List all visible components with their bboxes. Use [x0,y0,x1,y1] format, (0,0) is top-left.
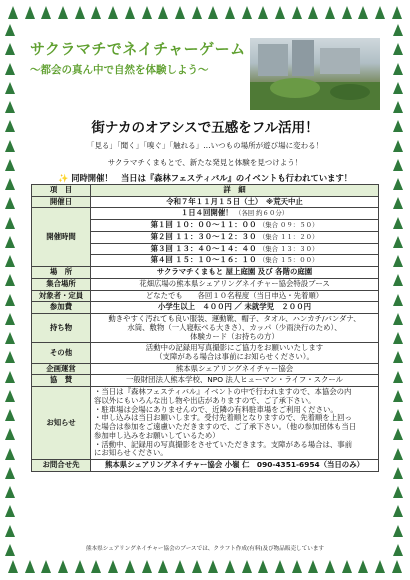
table-row-meeting [32,278,379,290]
other-line-1: 活動中の記録用写真撮影にご協力をお願いいたします [145,343,324,353]
tree-icon [125,560,135,573]
tree-icon [5,351,15,363]
description-line-1: 「見る」「聞く」「嗅ぐ」「触れる」…いつもの場所が遊び場に変わる！ [86,141,324,150]
tree-icon [5,544,15,556]
table-row-fee [32,302,379,314]
tree-icon [5,390,15,402]
page-title: サクラマチでネイチャーゲーム [30,40,246,58]
tree-icon [25,560,35,573]
times-summary-note: （各回 約６０分） [234,209,289,218]
tree-icon [393,390,403,402]
tree-icon [5,486,15,498]
tree-icon [91,6,101,19]
tree-icon [41,6,51,19]
tree-icon [5,101,15,113]
session-2: 第２回 １１：３０～１２：３０ （集合 １１：２０） [91,232,378,244]
items-line-2: 水筒、敷物（一人寝転べる大きさ）、カッパ（少雨決行のため）、 [127,322,342,332]
tree-icon [5,505,15,517]
tree-icon [393,63,403,75]
tree-icon [5,428,15,440]
tree-icon [158,6,168,19]
target-value: どなたでも 各回１０名程度（当日申込・先着順） [91,290,379,302]
tree-icon [393,101,403,113]
tree-icon [91,560,101,573]
tree-icon [393,24,403,36]
organizer-label: 企画運営 [32,363,91,375]
tree-icon [308,6,318,19]
tree-icon [158,560,168,573]
tree-icon [393,486,403,498]
session-4: 第４回 １５：１０～１６：１０ （集合 １５：００） [150,255,319,265]
notice-line-8: にお知らせください。 [94,448,168,458]
tree-icon [58,560,68,573]
table-row-items [32,314,379,343]
contact-value: 熊本県シェアリングネイチャー協会 小嶺 仁 090-4351-6954（当日のみ） [91,460,379,472]
target-label: 対象者・定員 [32,290,91,302]
tree-icon [393,217,403,229]
tree-icon [375,560,385,573]
tree-icon [192,560,202,573]
tree-icon [392,6,402,19]
tree-icon [393,313,403,325]
other-line-2: （支障がある場合は事前にお知らせください）。 [155,352,314,362]
tree-icon [358,6,368,19]
table-row-other [32,343,379,363]
tree-icon [8,560,18,573]
tree-icon [8,6,18,19]
venue-value: サクラマチくまもと 屋上庭園 及び 各階の庭園 [91,267,379,279]
notice-label: お知らせ [32,387,91,460]
contact-label: お問合せ先 [32,460,91,472]
tree-icon [25,6,35,19]
items-line-3: 体験カード（お持ちの方） [190,331,279,341]
notice-line-5: た場合は参加をご遠慮いただきますので、ご了承下さい。（他の参加団体も当日 [94,422,357,432]
tree-icon [5,448,15,460]
tree-icon [393,255,403,267]
tree-icon [393,428,403,440]
event-details-table [31,184,379,472]
times-summary: １日４回開催！ [180,208,233,218]
tree-icon [58,6,68,19]
tree-icon [393,467,403,479]
tree-icon [393,544,403,556]
tree-icon [192,6,202,19]
notice-line-3: ・駐車場は会場にありませんので、近隣の有料駐車場をご利用ください。 [94,404,338,414]
tree-icon [258,6,268,19]
tree-icon [5,255,15,267]
tree-icon [258,560,268,573]
rooftop-garden-photo [250,38,380,110]
tree-icon [5,24,15,36]
tree-icon [393,351,403,363]
tree-icon [75,560,85,573]
tree-icon [75,6,85,19]
date-label: 開催日 [32,196,91,208]
tree-icon [275,6,285,19]
tree-border-right [393,24,405,556]
simultaneous-event-banner [30,172,380,184]
table-header-row [32,185,379,197]
tree-icon [5,178,15,190]
tree-icon [5,371,15,383]
tree-icon [208,560,218,573]
page-subtitle: ～都会の真ん中で自然を体験しよう～ [30,64,209,76]
tree-icon [5,525,15,537]
tree-icon [175,6,185,19]
tree-icon [5,197,15,209]
table-row-date [32,196,379,208]
notice-line-4: ・申し込みは当日お願いします。受付先着順となりますので、先着順を上回っ [94,413,352,423]
tree-icon [393,82,403,94]
tree-border-bottom [8,560,402,576]
tree-icon [393,371,403,383]
items-line-1: 動きやすく汚れても良い服装、運動靴、帽子、タオル、ハンカチ/バンダナ、 [108,314,361,324]
footer-note: 熊本県シェアリングネイチャー協会のブースでは、クラフト作成(有料)及び物品販売しています [85,546,325,552]
tree-icon [142,6,152,19]
tree-icon [393,505,403,517]
meeting-value: 花畑広場の熊本県シェアリングネイチャー協会特設ブース [91,278,379,290]
tree-icon [393,409,403,421]
tree-icon [393,178,403,190]
headline: 街ナカのオアシスで五感をフル活用！ [91,120,319,136]
table-row-target [32,290,379,302]
tree-icon [5,236,15,248]
cooperation-value: 一般財団法人熊本学校、NPO 法人ヒューマン・ライフ・スクール [91,375,379,387]
tree-icon [375,6,385,19]
tree-border-left [5,24,17,556]
tree-icon [342,560,352,573]
items-label: 持ち物 [32,314,91,343]
tree-icon [41,560,51,573]
tree-icon [5,82,15,94]
times-label: 開催時間 [32,208,91,267]
tree-icon [242,6,252,19]
tree-icon [242,560,252,573]
tree-icon [393,294,403,306]
tree-icon [342,6,352,19]
notice-line-7: ・活動中、記録用の写真撮影をさせていただきます。支障がある場合は、事前 [94,439,353,449]
fee-label: 参加費 [32,302,91,314]
tree-icon [225,6,235,19]
tree-icon [5,63,15,75]
fee-value: 小学生以上 ４００円 ／ 未就学児 ２００円 [91,302,379,314]
other-label: その他 [32,343,91,363]
tree-icon [275,560,285,573]
tree-icon [125,6,135,19]
table-row-notice [32,387,379,460]
tree-icon [5,274,15,286]
tree-icon [393,525,403,537]
tree-icon [108,6,118,19]
table-row-cooperation [32,375,379,387]
notice-line-6: 参加申し込みをお願いしているため） [94,430,220,440]
tree-icon [5,409,15,421]
organizer-value: 熊本県シェアリングネイチャー協会 [91,363,379,375]
session-3: 第３回 １３：４０～１４：４０ （集合 １３：３０） [91,244,378,256]
tree-icon [142,560,152,573]
tree-border-top [8,6,402,22]
tree-icon [393,236,403,248]
tree-icon [393,43,403,55]
date-value: 令和７年１１月１５日（土） ※荒天中止 [91,196,379,208]
venue-label: 場 所 [32,267,91,279]
tree-icon [5,217,15,229]
header-value: 詳 細 [91,185,379,197]
session-1: 第１回 １０：００～１１：００ （集合 ０９：５０） [91,220,378,232]
tree-icon [292,560,302,573]
tree-icon [225,560,235,573]
table-row-organizer [32,363,379,375]
description-line-2: サクラマチくまもとで、新たな発見と体験を見つけよう！ [107,158,303,167]
tree-icon [325,560,335,573]
tree-icon [5,43,15,55]
banner-text: 同時開催！ 当日は『森林フェスティバル』のイベントも行われています！ [71,173,353,183]
header-label: 項 目 [32,185,91,197]
tree-icon [308,560,318,573]
tree-icon [393,448,403,460]
tree-icon [325,6,335,19]
tree-icon [393,332,403,344]
tree-icon [108,560,118,573]
tree-icon [5,332,15,344]
table-row-contact [32,460,379,472]
tree-icon [175,560,185,573]
tree-icon [358,560,368,573]
tree-icon [392,560,402,573]
tree-icon [393,197,403,209]
tree-icon [393,274,403,286]
tree-icon [5,467,15,479]
cooperation-label: 協 賛 [32,375,91,387]
notice-line-2: 容以外にもいろんな出し物や出店がありますので、ご了承下さい。 [94,395,316,405]
table-row-venue [32,267,379,279]
tree-icon [292,6,302,19]
tree-icon [5,294,15,306]
notice-line-1: ・当日は『森林フェスティバル』イベントの中で行われますので、本協会の内 [94,387,352,397]
meeting-label: 集合場所 [32,278,91,290]
table-row-times [32,208,379,267]
tree-icon [208,6,218,19]
sparkle-icon: ✨ [57,173,69,183]
tree-icon [5,313,15,325]
